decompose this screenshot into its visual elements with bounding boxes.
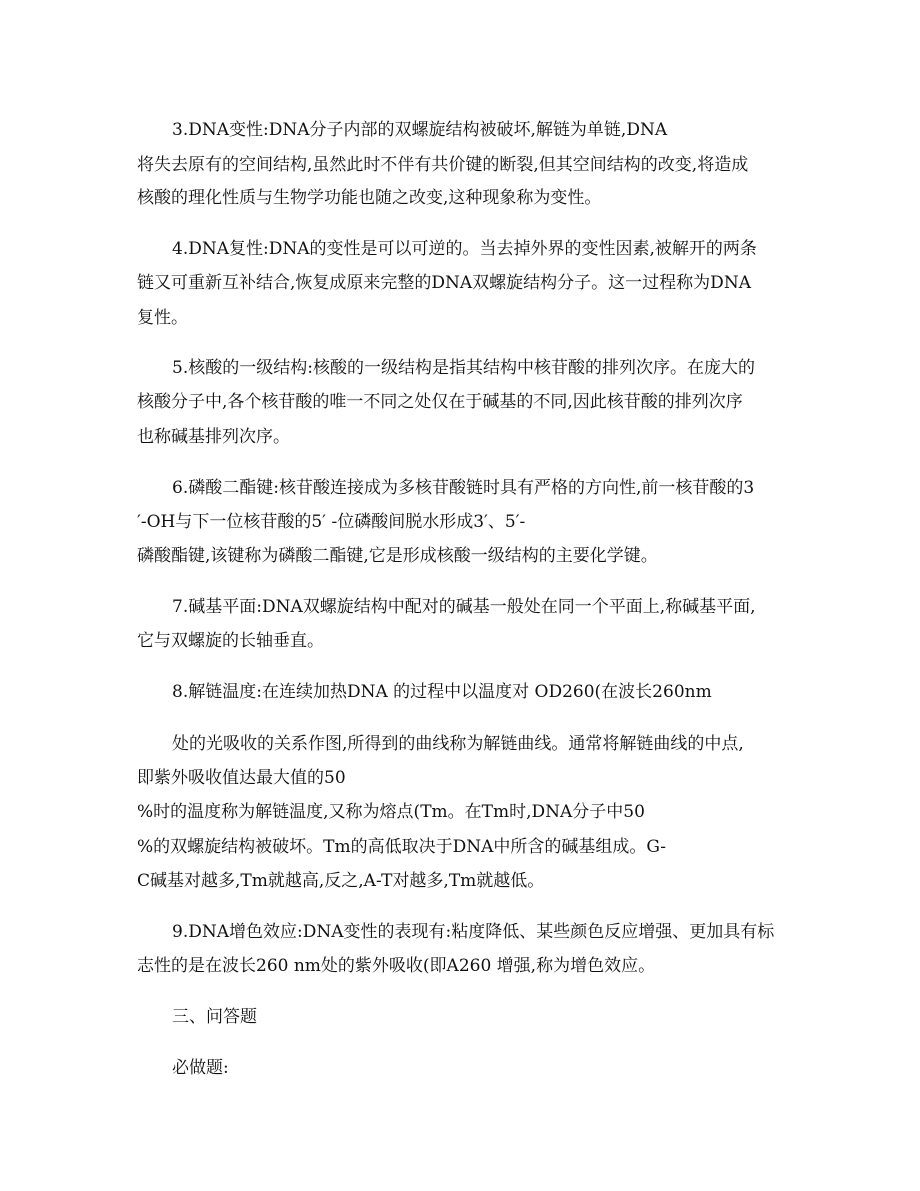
- paragraph-8b-line-3: %时的温度称为解链温度,又称为熔点(Tm。在Tm时,DNA分子中50: [137, 802, 645, 822]
- section-heading: 三、问答题: [172, 1007, 257, 1027]
- paragraph-8b-line-4: %的双螺旋结构被破坏。Tm的高低取决于DNA中所含的碱基组成。G-: [137, 837, 667, 857]
- paragraph-4-line-2: 链又可重新互补结合,恢复成原来完整的DNA双螺旋结构分子。这一过程称为DNA: [137, 273, 751, 293]
- paragraph-5-line-3: 也称碱基排列次序。: [137, 427, 290, 447]
- paragraph-5-line-2: 核酸分子中,各个核苷酸的唯一不同之处仅在于碱基的不同,因此核苷酸的排列次序: [137, 392, 743, 412]
- paragraph-8-line-1: 8.解链温度:在连续加热DNA 的过程中以温度对 OD260(在波长260nm: [172, 682, 712, 702]
- paragraph-9-line-1: 9.DNA增色效应:DNA变性的表现有:粘度降低、某些颜色反应增强、更加具有标: [172, 922, 775, 942]
- paragraph-3-line-2: 将失去原有的空间结构,虽然此时不伴有共价键的断裂,但其空间结构的改变,将造成: [137, 155, 749, 175]
- paragraph-3-line-3: 核酸的理化性质与生物学功能也随之改变,这种现象称为变性。: [137, 188, 602, 208]
- paragraph-4-line-3: 复性。: [137, 308, 188, 328]
- paragraph-8b-line-1: 处的光吸收的关系作图,所得到的曲线称为解链曲线。通常将解链曲线的中点,: [172, 734, 744, 754]
- paragraph-6-line-2: ′-OH与下一位核苷酸的5′ -位磷酸间脱水形成3′、5′-: [137, 512, 526, 532]
- paragraph-6-line-3: 磷酸酯键,该键称为磷酸二酯键,它是形成核酸一级结构的主要化学键。: [137, 546, 658, 566]
- paragraph-4-line-1: 4.DNA复性:DNA的变性是可以可逆的。当去掉外界的变性因素,被解开的两条: [172, 239, 757, 259]
- paragraph-3-line-1: 3.DNA变性:DNA分子内部的双螺旋结构被破坏,解链为单链,DNA: [172, 120, 668, 140]
- paragraph-8b-line-2: 即紫外吸收值达最大值的50: [137, 768, 346, 788]
- paragraph-5-line-1: 5.核酸的一级结构:核酸的一级结构是指其结构中核苷酸的排列次序。在庞大的: [172, 358, 755, 378]
- subheading: 必做题:: [172, 1058, 229, 1078]
- paragraph-8b-line-5: C碱基对越多,Tm就越高,反之,A-T对越多,Tm就越低。: [137, 871, 545, 891]
- paragraph-7-line-2: 它与双螺旋的长轴垂直。: [137, 631, 324, 651]
- paragraph-7-line-1: 7.碱基平面:DNA双螺旋结构中配对的碱基一般处在同一个平面上,称碱基平面,: [172, 597, 756, 617]
- paragraph-6-line-1: 6.磷酸二酯键:核苷酸连接成为多核苷酸链时具有严格的方向性,前一核苷酸的3: [172, 478, 755, 498]
- paragraph-9-line-2: 志性的是在波长260 nm处的紫外吸收(即A260 增强,称为增色效应。: [137, 956, 656, 976]
